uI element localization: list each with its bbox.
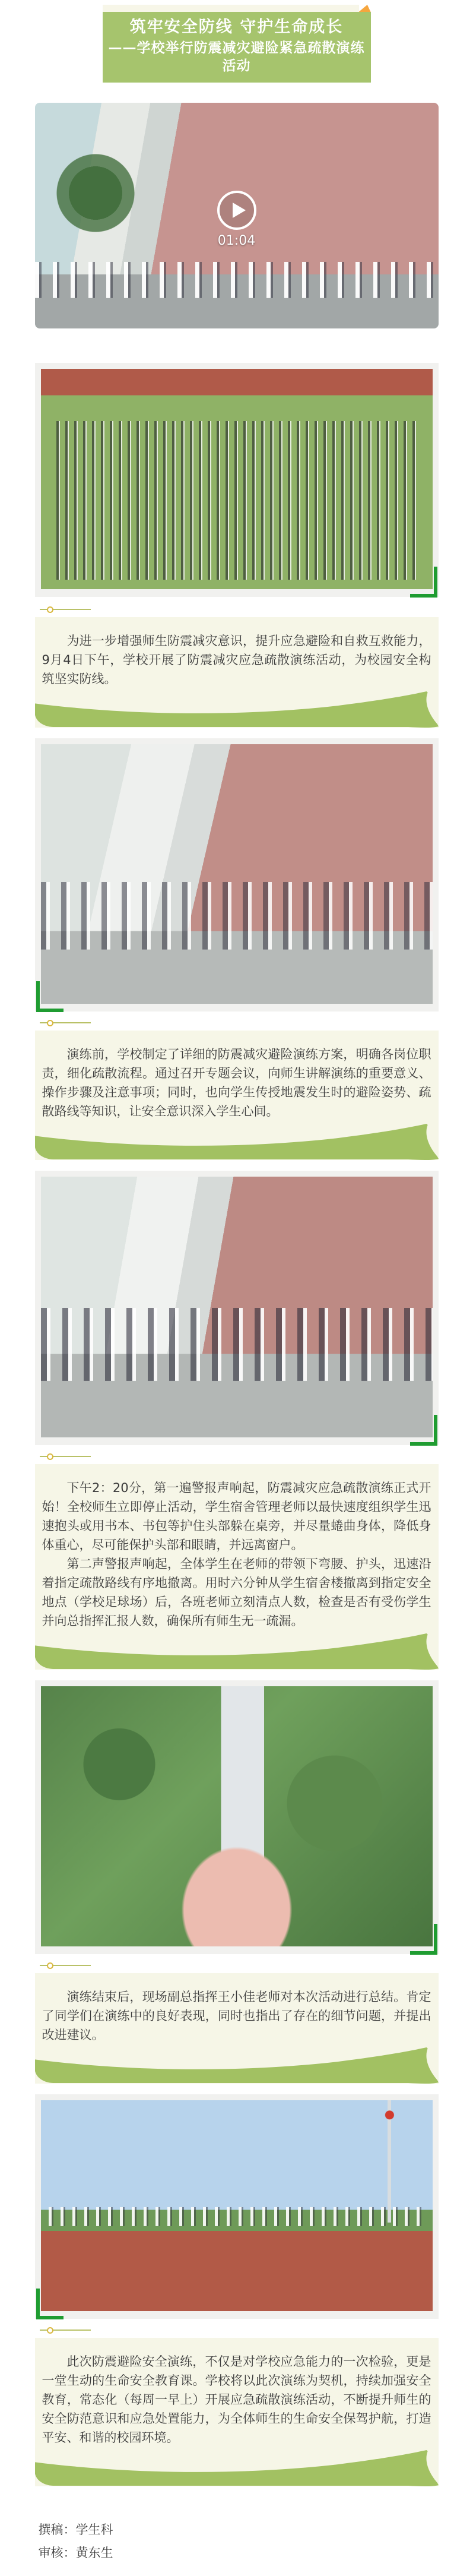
- article-title: 筑牢安全防线 守护生命成长: [129, 18, 344, 36]
- banner-ribbon: [103, 5, 371, 12]
- video-overlay: [35, 191, 439, 248]
- photo-card: [35, 1680, 439, 1954]
- paragraph: 为进一步增强师生防震减灾意识，提升应急避险和自救互救能力，9月4日下午，学校开展了防震减灾应急疏散演练活动，为校园安全构筑坚实防线。: [42, 633, 431, 686]
- green-swoosh-icon: [35, 2047, 439, 2084]
- photo-field-lineup: [41, 2100, 433, 2311]
- paragraph: 下午2：20分，第一遍警报声响起，防震减灾应急疏散演练正式开始！全校师生立即停止活动，学生宿舍管理老师以最快速度组织学生迅速抱头或用书本、书包等护住头部躲在桌旁，并尽量蜷曲身体，降低身体重心，尽可能保护头部和眼睛，并远离窗户。: [42, 1480, 431, 1552]
- divider-ring-icon: [47, 1962, 53, 1969]
- green-swoosh-icon: [35, 1633, 439, 1670]
- text-block-5: [35, 2338, 439, 2486]
- video-duration: 01:04: [217, 233, 256, 248]
- video-thumbnail[interactable]: [35, 103, 439, 328]
- author-line: 撰稿：学生科: [38, 2522, 113, 2537]
- corner-bracket-icon: [36, 981, 64, 1012]
- photo-commander-speaking: [41, 1686, 433, 1946]
- text-block-3: [35, 1464, 439, 1670]
- green-swoosh-icon: [35, 1123, 439, 1160]
- section-divider: [40, 1456, 91, 1457]
- article-content: [35, 103, 439, 2576]
- photo-card: [35, 2094, 439, 2319]
- photo-card: [35, 738, 439, 1012]
- divider-ring-icon: [47, 1020, 53, 1026]
- reviewer-line: 审核：黄东生: [38, 2546, 113, 2561]
- ribbon-fold-corner-icon: [359, 5, 371, 12]
- green-swoosh-icon: [35, 691, 439, 728]
- photo-card: [35, 1171, 439, 1445]
- play-icon[interactable]: [217, 191, 256, 230]
- corner-bracket-icon: [36, 2289, 64, 2319]
- photo-card: [35, 363, 439, 597]
- paragraph: 演练结束后，现场副总指挥王小佳老师对本次活动进行总结。肯定了同学们在演练中的良好表现，同时也指出了存在的细节问题，并提出改进建议。: [42, 1989, 431, 2042]
- title-banner: [103, 5, 371, 83]
- article-footer: [35, 2521, 439, 2576]
- photo-assembly-field: [41, 369, 433, 589]
- section-divider: [40, 1965, 91, 1966]
- play-triangle-icon: [233, 203, 246, 218]
- banner-body: [103, 12, 371, 83]
- article-subtitle: ——学校举行防震减灾避险紧急疏散演练活动: [108, 40, 365, 74]
- green-swoosh-icon: [35, 2449, 439, 2486]
- corner-bracket-icon: [410, 567, 437, 598]
- paragraph: 此次防震避险安全演练，不仅是对学校应急能力的一次检验，更是一堂生动的生命安全教育课。学校将以此次演练为契机，持续加强安全教育，常态化（每周一早上）开展应急疏散演练活动，不断提升师生的安全防范意识和应急处置能力，为全体师生的生命安全保驾护航，打造平安、和谐的校园环境。: [42, 2354, 431, 2445]
- divider-ring-icon: [47, 606, 53, 613]
- corner-bracket-icon: [410, 1924, 437, 1955]
- divider-ring-icon: [47, 2327, 53, 2334]
- photo-students-running-1: [41, 744, 433, 1004]
- text-block-4: [35, 1973, 439, 2084]
- ribbon-strip: [103, 5, 359, 12]
- text-block-1: [35, 617, 439, 728]
- section-divider: [40, 609, 91, 610]
- text-block-2: [35, 1031, 439, 1160]
- paragraph: 演练前，学校制定了详细的防震减灾避险演练方案，明确各岗位职责，细化疏散流程。通过召开专题会议，向师生讲解演练的重要意义、操作步骤及注意事项；同时，也向学生传授地震发生时的避险姿势、疏散路线等知识，让安全意识深入学生心间。: [42, 1047, 431, 1118]
- paragraph: 第二声警报声响起，全体学生在老师的带领下弯腰、护头，迅速沿着指定疏散路线有序地撤离。用时六分钟从学生宿舍楼撤离到指定安全地点（学校足球场）后，各班老师立刻清点人数，检查是否有受伤学生并向总指挥汇报人数，确保所有师生无一疏漏。: [42, 1556, 431, 1628]
- photo-students-running-2: [41, 1177, 433, 1437]
- section-divider: [40, 1022, 91, 1023]
- divider-ring-icon: [47, 1453, 53, 1460]
- section-divider: [40, 2330, 91, 2331]
- corner-bracket-icon: [410, 1415, 437, 1446]
